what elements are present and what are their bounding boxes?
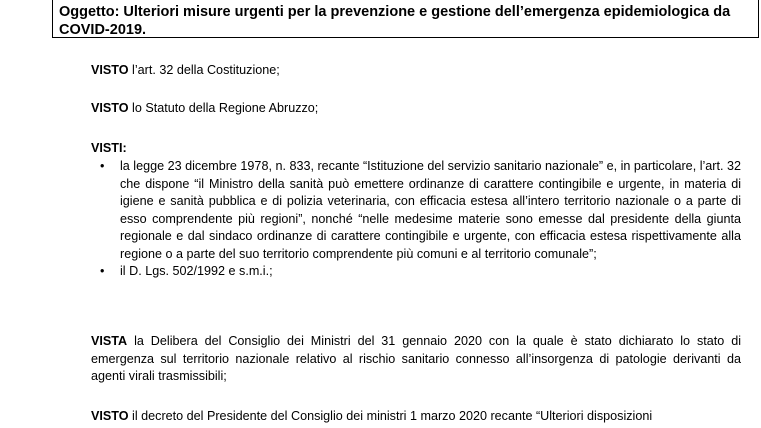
paragraph-visto-costituzione [91, 62, 741, 80]
paragraph-lead: VISTO [91, 101, 129, 115]
paragraph-visti-heading [91, 140, 741, 158]
paragraph-visto-statuto [91, 100, 741, 118]
subject-text: Oggetto: Ulteriori misure urgenti per la prevenzione e gestione dell’emergenza epidemiologica da COVID-2019. [59, 4, 731, 38]
list-item-text: il D. Lgs. 502/1992 e s.m.i.; [120, 264, 273, 278]
subject-box [52, 0, 759, 38]
list-item-text: la legge 23 dicembre 1978, n. 833, recante “Istituzione del servizio sanitario nazionale” e, in particolare, l’art. 32 che dispone “il Ministro della sanità può emettere ordinanze di carattere contingibile e urgente, in materia di igiene e sanità pubblica e di polizia veterinaria, con efficacia estesa all’intero territorio nazionale o a parte di esso comprendente più regioni”, nonché “nelle medesime materie sono emesse dal presidente della giunta regionale e dal sindaco ordinanze di carattere contingibile e urgente, con efficacia estesa rispettivamente alla regione o a parte del suo territorio comprendente più comuni e al territorio comunale”; [120, 159, 741, 261]
paragraph-visto-decreto [91, 408, 741, 426]
paragraph-lead: VISTI: [91, 141, 127, 155]
list-item [91, 158, 741, 263]
paragraph-body: la Delibera del Consiglio dei Ministri del 31 gennaio 2020 con la quale è stato dichiarato lo stato di emergenza sul territorio nazionale relativo al rischio sanitario connesso all’insorgenza di patologie derivanti da agenti virali trasmissibili; [91, 334, 741, 383]
paragraph-lead: VISTO [91, 63, 129, 77]
bullet-icon: • [100, 264, 105, 278]
list-item [91, 263, 741, 281]
paragraph-lead: VISTO [91, 409, 129, 423]
paragraph-vista-delibera [91, 333, 741, 386]
paragraph-body: l’art. 32 della Costituzione; [128, 63, 280, 77]
visti-bullet-list [91, 158, 741, 281]
bullet-icon: • [100, 159, 105, 173]
paragraph-body: lo Statuto della Regione Abruzzo; [128, 101, 319, 115]
paragraph-lead: VISTA [91, 334, 128, 348]
paragraph-body: il decreto del Presidente del Consiglio dei ministri 1 marzo 2020 recante “Ulteriori disposizioni [128, 409, 653, 423]
